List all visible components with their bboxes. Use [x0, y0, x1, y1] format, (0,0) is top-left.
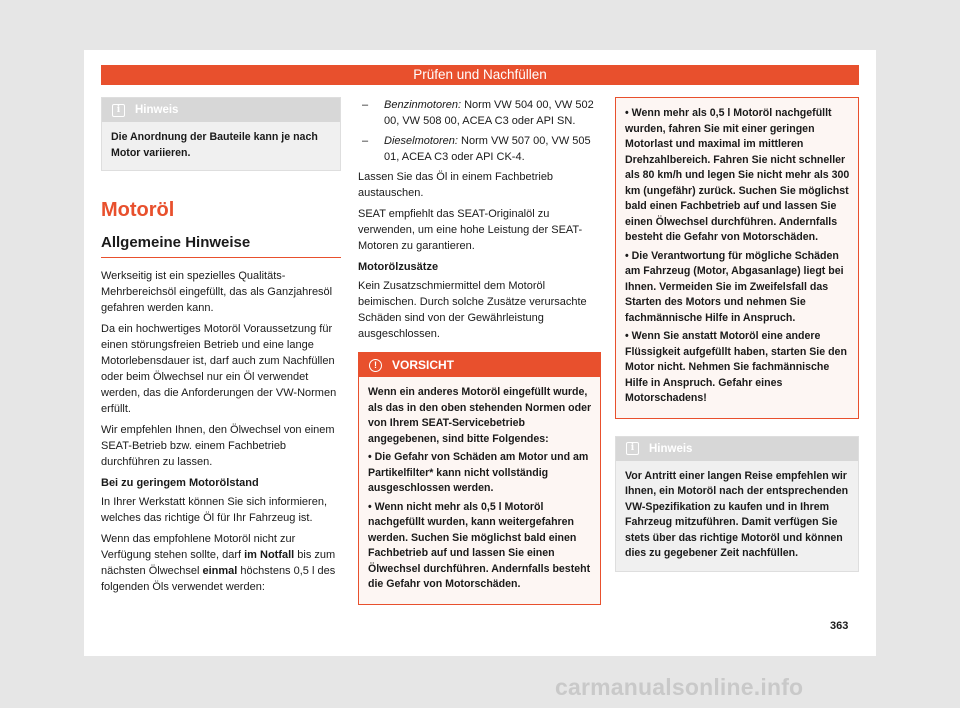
note-box-top [101, 97, 341, 171]
subsection-title: Allgemeine Hinweise [101, 234, 251, 251]
page-header-title: Prüfen und Nachfüllen [101, 65, 859, 85]
caution-body-continued [616, 98, 858, 418]
note-title: Hinweis [135, 104, 179, 116]
page-number: 363 [830, 620, 849, 632]
paragraph: Kein Zusatzschmiermittel dem Motoröl beimischen. Durch solche Zusätze verursachte Schäden sind von der Gewährleistung ausgeschlossen. [358, 280, 587, 340]
paragraph: Werkseitig ist ein spezielles Qualitäts-Mehrbereichsöl eingefüllt, das als Ganzjahresöl gefahren werden kann. [101, 270, 333, 314]
note-text: Die Anordnung der Bauteile kann je nach Motor variieren. [111, 131, 318, 159]
note-text: Vor Antritt einer langen Reise empfehlen wir Ihnen, ein Motoröl nach der entsprechenden VW-Spezifikation zu kaufen und in Ihrem Fahrzeug mitzuführen. Damit verfügen Sie stets über das richtige Motoröl und können dies zu gegebener Zeit nachfüllen. [625, 469, 849, 559]
info-icon: i [626, 442, 639, 455]
caution-bullet: • Die Verantwortung für mögliche Schäden am Fahrzeug (Motor, Abgasanlage) liegt bei Ihnen. Vermeiden Sie im Zweifelsfall das Starten des Motors und nehmen Sie fachmännische Hilfe in Anspruch. [625, 249, 844, 324]
caution-box [358, 352, 601, 605]
note-title: Hinweis [649, 442, 693, 455]
paragraph: In Ihrer Werkstatt können Sie sich informieren, welches das richtige Öl für Ihr Fahrzeug ist. [101, 496, 328, 524]
info-icon: i [112, 104, 125, 117]
caution-bullet: • Die Gefahr von Schäden am Motor und am Partikelfilter* kann nicht vollständig ausgeschlossen werden. [368, 451, 589, 494]
column-2 [358, 97, 601, 605]
low-oil-heading: Bei zu geringem Motorölstand [101, 477, 259, 489]
caution-bullet: • Wenn Sie anstatt Motoröl eine andere Flüssigkeit aufgefüllt haben, starten Sie den Motor nicht. Nehmen Sie fachmännische Hilfe in Anspruch. Gefahr eines Motorschadens! [625, 330, 847, 404]
caution-body [359, 377, 600, 604]
caution-header [359, 353, 600, 377]
caution-intro: Wenn ein anderes Motoröl eingefüllt wurde, als das in den oben stehenden Normen oder von Ihrem SEAT-Servicebetrieb angegebenen, sind bitte Folgendes: [368, 386, 592, 445]
section-title: Motoröl [101, 199, 175, 221]
list-item: – Benzinmotoren: Norm VW 504 00, VW 502 00, VW 508 00, ACEA C3 oder API SN. [362, 99, 594, 127]
paragraph: SEAT empfiehlt das SEAT-Originalöl zu verwenden, um eine hohe Leistung der SEAT-Motoren zu garantieren. [358, 208, 583, 252]
paragraph: Wir empfehlen Ihnen, den Ölwechsel von einem SEAT-Betrieb bzw. einem Fachbetrieb durchführen zu lassen. [101, 424, 335, 468]
watermark: carmanualsonline.info [555, 674, 804, 700]
column-3 [615, 97, 859, 572]
caution-bullet: • Wenn nicht mehr als 0,5 l Motoröl nachgefüllt wurden, kann weitergefahren werden. Suchen Sie möglichst bald einen Fachbetrieb auf und lassen Sie einen Ölwechsel durchführen. Andernfalls besteht die Gefahr von Motorschäden. [368, 500, 591, 590]
paragraph-emergency-oil: Wenn das empfohlene Motoröl nicht zur Verfügung stehen sollte, darf im Notfall bis zum nächsten Ölwechsel einmal höchstens 0,5 l des folgenden Öls verwendet werden: [101, 533, 336, 593]
caution-box-continued [615, 97, 859, 419]
exclamation-icon: ! [369, 359, 382, 372]
paragraph: Lassen Sie das Öl in einem Fachbetrieb austauschen. [358, 171, 554, 199]
note-header [616, 437, 858, 461]
note-header [102, 98, 340, 122]
note-box-bottom [615, 436, 859, 572]
paragraph: Da ein hochwertiges Motoröl Voraussetzung für einen störungsfreien Betrieb und eine lange Motorlebensdauer ist, darf auch zum Nachfüllen oder beim Ölwechsel nur ein Öl verwendet werden, das die Anforderungen der VW-Normen erfüllt. [101, 323, 337, 415]
caution-title: VORSICHT [392, 358, 455, 372]
column-1 [101, 97, 341, 600]
additives-heading: Motorölzusätze [358, 261, 439, 273]
title-divider [101, 257, 341, 258]
list-item: – Dieselmotoren: Norm VW 507 00, VW 505 01, ACEA C3 oder API CK-4. [362, 135, 591, 163]
caution-bullet: • Wenn mehr als 0,5 l Motoröl nachgefüllt wurden, fahren Sie mit einer geringen Motorlast und maximal im mittleren Drehzahlbereich. Fahren Sie nicht schneller als 80 km/h und legen Sie nicht mehr als 300 km (ungefähr) zurück. Suchen Sie möglichst bald einen Fachbetrieb auf und lassen Sie einen Ölwechsel durchführen. Andernfalls besteht die Gefahr von Motorschäden. [625, 107, 850, 243]
